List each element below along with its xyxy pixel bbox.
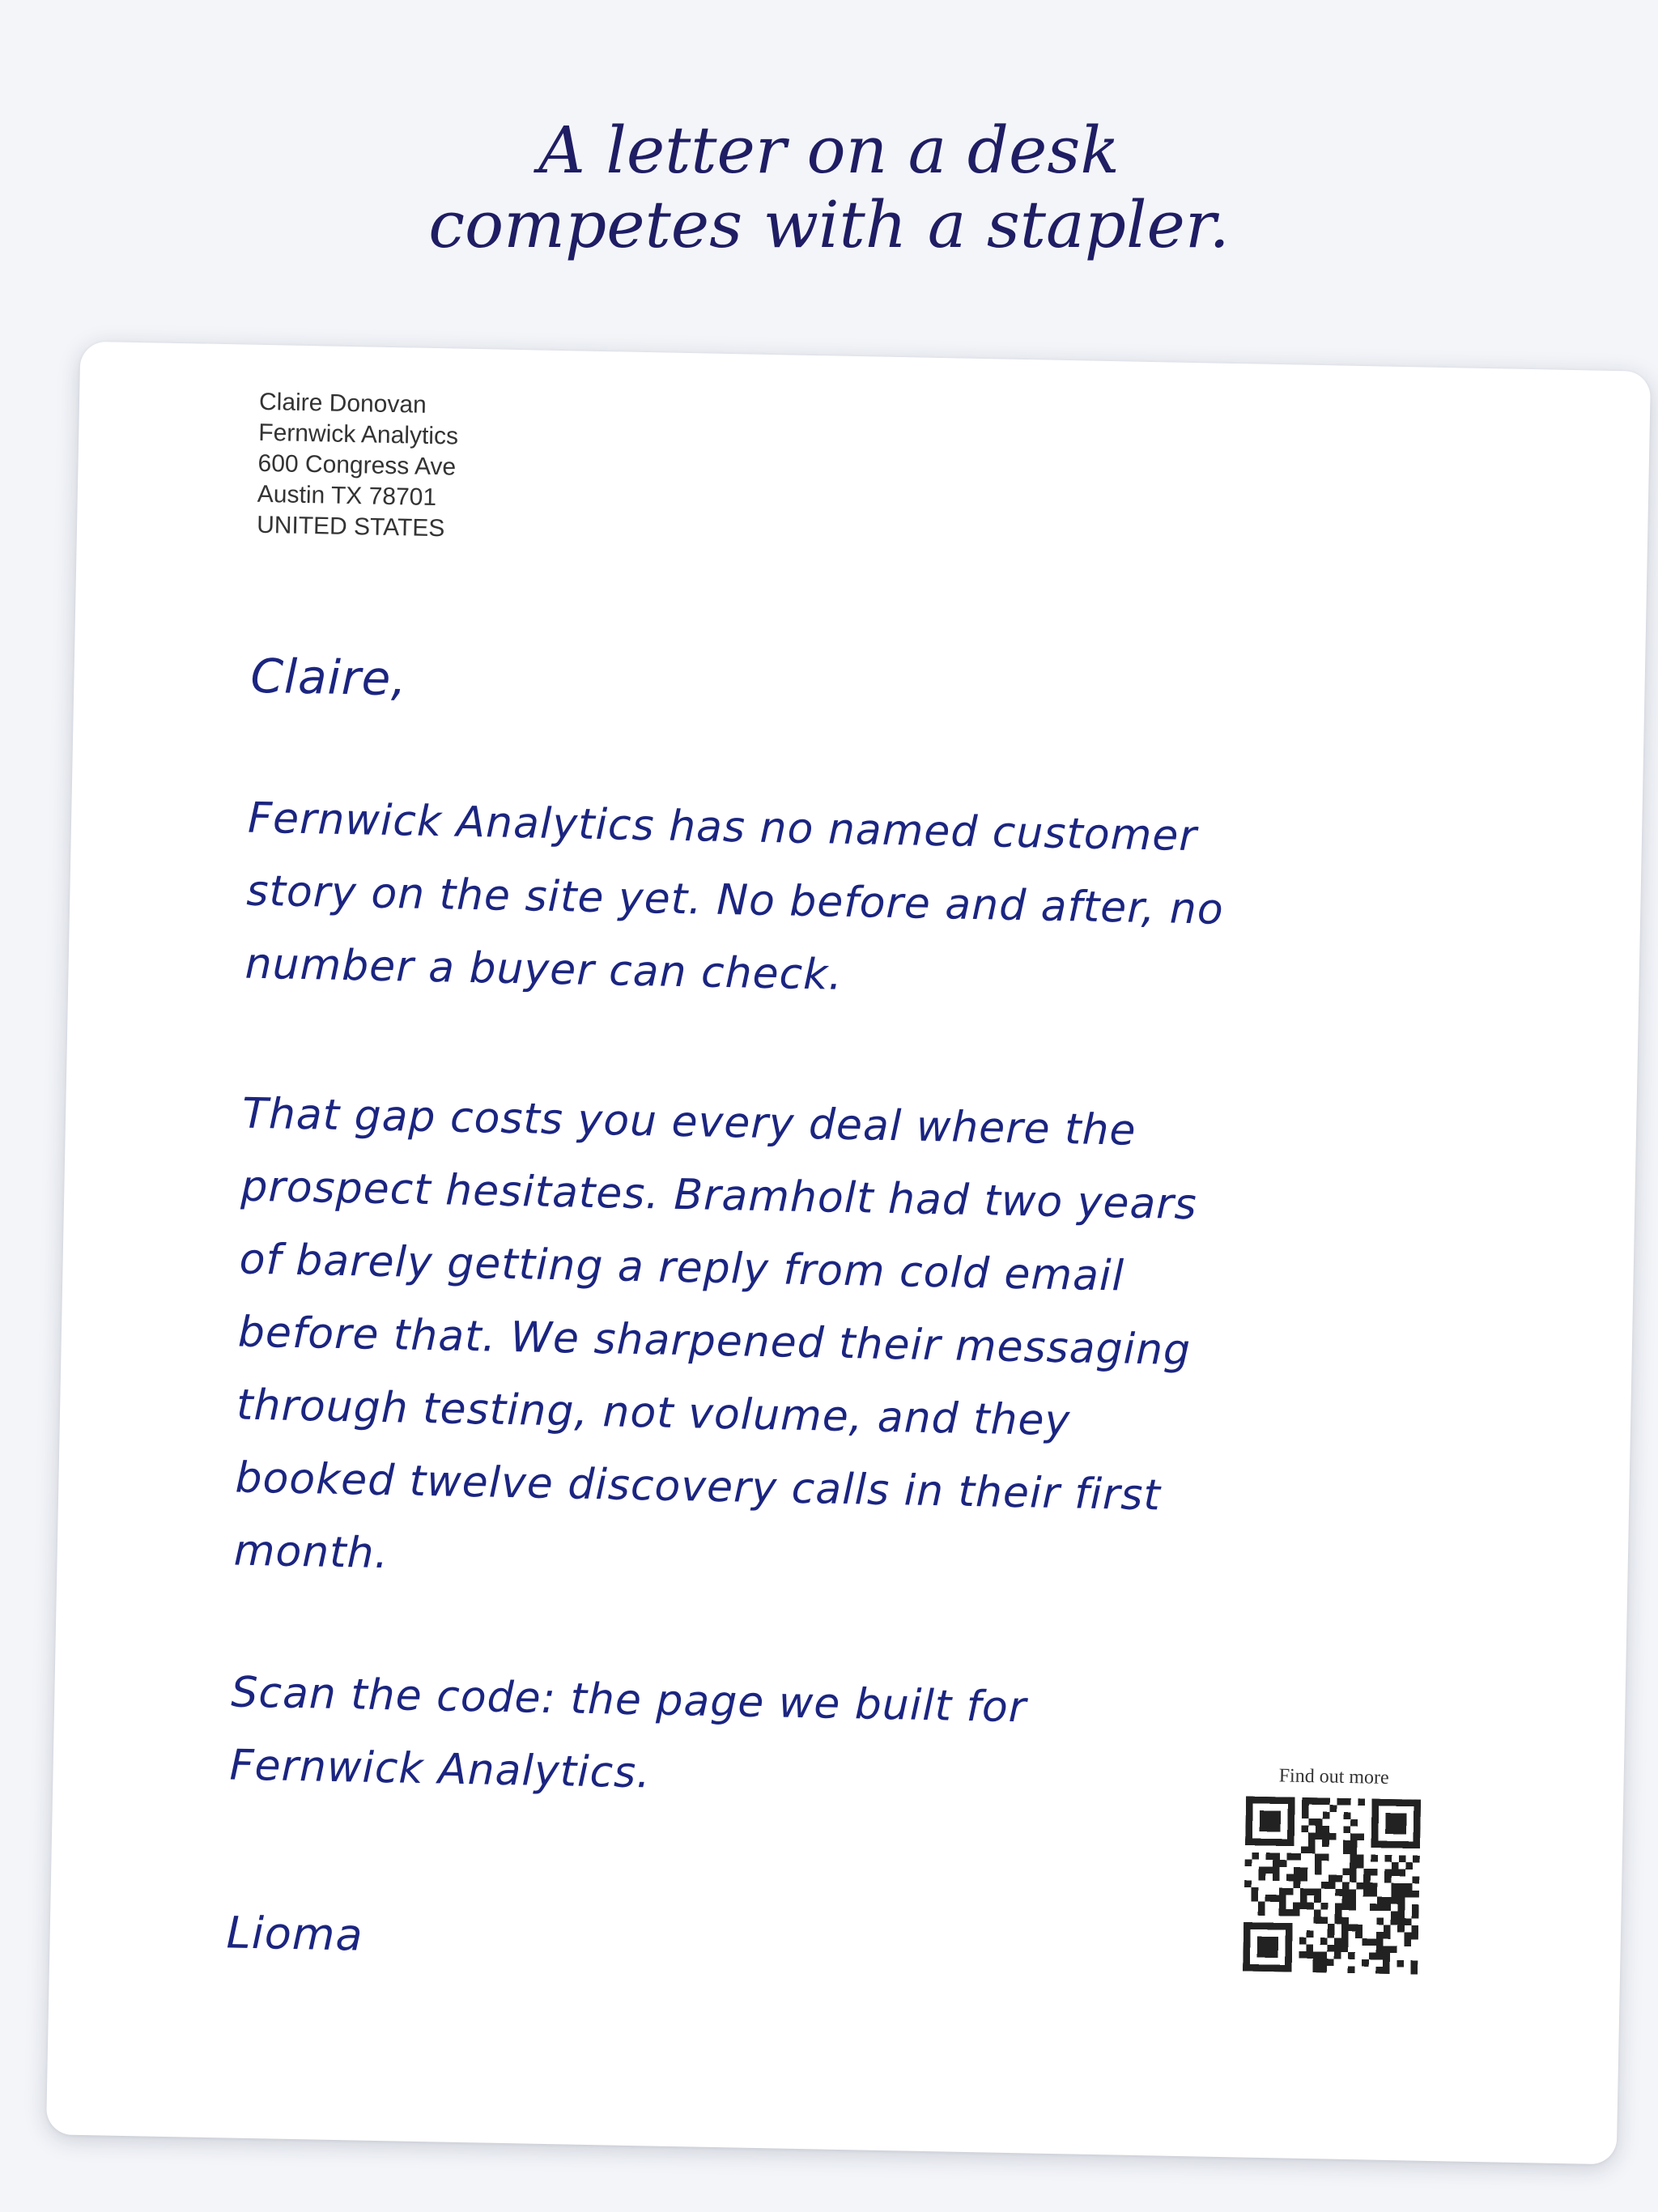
headline [0,113,1658,262]
address-company: Fernwick Analytics [257,419,459,450]
headline-line-2: competes with a stapler. [428,187,1230,262]
qr-caption: Find out more [1278,1765,1389,1789]
signature: Lioma [226,1907,364,1961]
letter-card [46,342,1651,2165]
qr-code-icon[interactable] [1243,1797,1421,1975]
letter-paragraph: Scan the code: the page we built for Fernwick Analytics. [229,1668,1027,1798]
letter-paragraph: Fernwick Analytics has no named customer story on the site yet. No before and after, no number a buyer can check. [244,793,1225,1000]
address-city: Austin TX 78701 [257,480,437,512]
salutation: Claire, [249,648,408,707]
address-name: Claire Donovan [258,388,427,419]
letter-paragraph: That gap costs you every deal where the prospect hesitates. Bramholt had two years of barely getting a reply from cold email before that. We sharpened their messaging through testing, not volume, and they booked twelve discovery calls in their first month. [233,1089,1198,1579]
recipient-address [257,387,459,545]
address-street: 600 Congress Ave [257,449,457,481]
address-country: UNITED STATES [256,511,445,542]
headline-line-1: A letter on a desk [538,113,1120,188]
qr-block [1233,1764,1431,1975]
